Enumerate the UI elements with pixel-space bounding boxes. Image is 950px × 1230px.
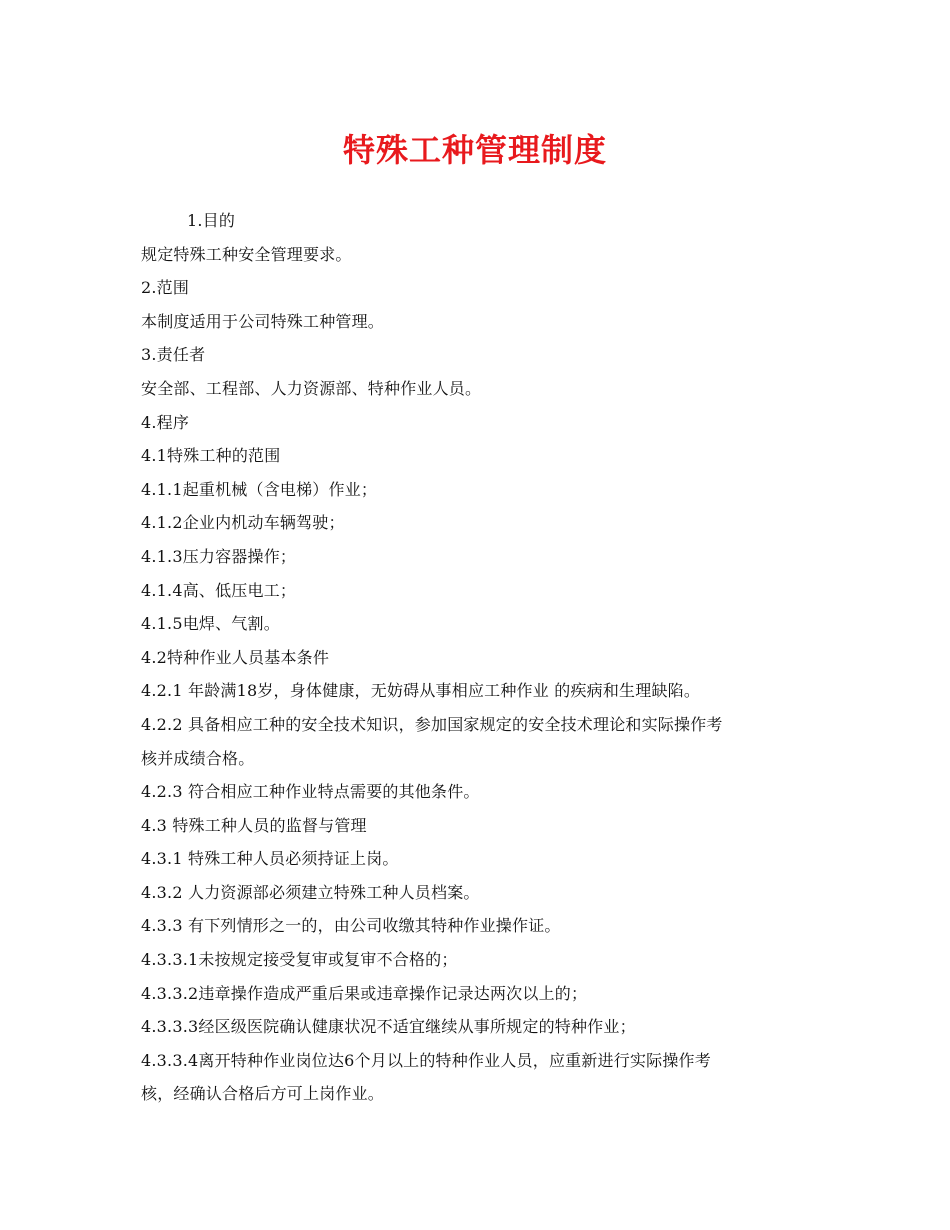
list-item: 4.3.2 人力资源部必须建立特殊工种人员档案。 [141, 882, 480, 902]
subsection-heading: 4.2特种作业人员基本条件 [141, 647, 330, 667]
section-heading-procedure: 4.程序 [141, 412, 190, 432]
list-item: 4.1.3压力容器操作； [141, 546, 297, 566]
section-heading-responsible: 3.责任者 [141, 345, 206, 365]
list-item-continuation: 核并成绩合格。 [141, 748, 255, 768]
paragraph-line: 规定特殊工种安全管理要求。 [141, 244, 352, 264]
list-item: 4.2.1 年龄满18岁，身体健康，无妨碍从事相应工种作业 的疾病和生理缺陷。 [141, 681, 701, 701]
list-item-continuation: 核，经确认合格后方可上岗作业。 [141, 1084, 385, 1104]
paragraph-line: 安全部、工程部、人力资源部、特种作业人员。 [141, 378, 482, 398]
list-item: 4.3.3.2违章操作造成严重后果或违章操作记录达两次以上的； [141, 983, 588, 1003]
list-item: 4.3.3.4离开特种作业岗位达6个月以上的特种作业人员，应重新进行实际操作考 [141, 1050, 711, 1070]
subsection-heading: 4.3 特殊工种人员的监督与管理 [141, 815, 367, 835]
section-heading-purpose: 1.目的 [187, 211, 236, 230]
document-body [141, 204, 821, 1111]
list-item: 4.1.4高、低压电工； [141, 580, 297, 600]
list-item: 4.3.3 有下列情形之一的，由公司收缴其特种作业操作证。 [141, 916, 561, 936]
document-title: 特殊工种管理制度 [342, 131, 607, 169]
paragraph-line: 本制度适用于公司特殊工种管理。 [141, 311, 385, 331]
list-item: 4.3.1 特殊工种人员必须持证上岗。 [141, 849, 399, 869]
list-item: 4.2.2 具备相应工种的安全技术知识，参加国家规定的安全技术理论和实际操作考 [141, 714, 723, 734]
list-item: 4.1.2企业内机动车辆驾驶； [141, 513, 345, 533]
list-item: 4.1.1起重机械（含电梯）作业； [141, 479, 378, 499]
section-heading-scope: 2.范围 [141, 278, 190, 298]
list-item: 4.3.3.1未按规定接受复审或复审不合格的； [141, 950, 458, 970]
subsection-heading: 4.1特殊工种的范围 [141, 446, 281, 466]
list-item: 4.2.3 符合相应工种作业特点需要的其他条件。 [141, 782, 480, 802]
list-item: 4.3.3.3经区级医院确认健康状况不适宜继续从事所规定的特种作业； [141, 1017, 636, 1037]
list-item: 4.1.5电焊、气割。 [141, 614, 280, 634]
